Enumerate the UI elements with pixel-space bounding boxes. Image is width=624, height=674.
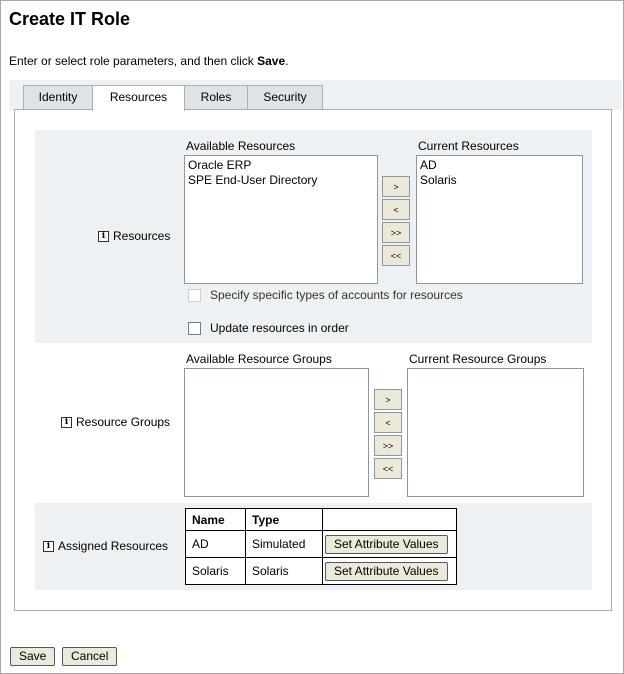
specific-account-types-label: Specify specific types of accounts for resources xyxy=(210,288,463,302)
tab-security[interactable]: Security xyxy=(247,85,323,110)
list-item[interactable]: SPE End-User Directory xyxy=(188,173,318,187)
set-attribute-values-button[interactable]: Set Attribute Values xyxy=(325,562,448,581)
instructions xyxy=(9,54,289,68)
info-icon[interactable]: i xyxy=(43,541,54,552)
table-row xyxy=(186,531,457,558)
remove-all-resources-button[interactable]: << xyxy=(382,245,410,266)
resource-groups-field-label xyxy=(61,415,170,429)
update-in-order-checkbox[interactable] xyxy=(188,322,201,335)
add-resource-group-button[interactable]: > xyxy=(374,389,402,410)
instructions-suffix: . xyxy=(285,54,289,68)
available-resources-list[interactable] xyxy=(184,155,378,284)
page-title: Create IT Role xyxy=(9,9,131,29)
tab-roles[interactable]: Roles xyxy=(184,85,248,110)
list-item[interactable]: AD xyxy=(420,158,437,172)
remove-resource-button[interactable]: < xyxy=(382,199,410,220)
instructions-text: Enter or select role parameters, and then click xyxy=(9,54,258,68)
update-in-order-label: Update resources in order xyxy=(210,321,349,335)
remove-resource-group-button[interactable]: < xyxy=(374,412,402,433)
column-header-name: Name xyxy=(186,509,246,531)
available-resource-groups-list[interactable] xyxy=(184,368,369,497)
tab-identity[interactable]: Identity xyxy=(23,85,93,110)
resource-action-cell xyxy=(323,558,457,585)
add-resource-button[interactable]: > xyxy=(382,176,410,197)
list-item[interactable]: Oracle ERP xyxy=(188,158,252,172)
specific-account-types-checkbox[interactable] xyxy=(188,289,201,302)
current-resource-groups-caption: Current Resource Groups xyxy=(409,352,547,366)
column-header-type: Type xyxy=(246,509,323,531)
info-icon[interactable]: i xyxy=(98,231,109,242)
assigned-resources-label-text: Assigned Resources xyxy=(58,539,169,553)
specific-account-types-row xyxy=(188,288,463,302)
current-resources-list[interactable] xyxy=(416,155,583,284)
tab-resources[interactable]: Resources xyxy=(92,85,185,111)
set-attribute-values-button[interactable]: Set Attribute Values xyxy=(325,535,448,554)
current-resource-groups-list[interactable] xyxy=(407,368,584,497)
available-resources-caption: Available Resources xyxy=(186,139,296,153)
table-row xyxy=(186,558,457,585)
assigned-resources-field-label xyxy=(43,539,168,553)
add-all-resource-groups-button[interactable]: >> xyxy=(374,435,402,456)
resource-name-cell: AD xyxy=(186,531,246,558)
remove-all-resource-groups-button[interactable]: << xyxy=(374,458,402,479)
resources-field-label xyxy=(98,229,170,243)
available-resource-groups-caption: Available Resource Groups xyxy=(186,352,332,366)
add-all-resources-button[interactable]: >> xyxy=(382,222,410,243)
resource-type-cell: Solaris xyxy=(246,558,323,585)
column-header-action xyxy=(323,509,457,531)
cancel-button[interactable]: Cancel xyxy=(62,647,117,666)
resource-action-cell xyxy=(323,531,457,558)
assigned-resources-table xyxy=(185,508,457,585)
resource-type-cell: Simulated xyxy=(246,531,323,558)
resource-groups-label-text: Resource Groups xyxy=(76,415,171,429)
list-item[interactable]: Solaris xyxy=(420,173,457,187)
current-resources-caption: Current Resources xyxy=(418,139,519,153)
table-header-row xyxy=(186,509,457,531)
resource-name-cell: Solaris xyxy=(186,558,246,585)
update-order-row xyxy=(188,321,349,335)
resources-label-text: Resources xyxy=(113,229,171,243)
instructions-save-word: Save xyxy=(257,54,286,68)
save-button[interactable]: Save xyxy=(10,647,55,666)
info-icon[interactable]: i xyxy=(61,417,72,428)
